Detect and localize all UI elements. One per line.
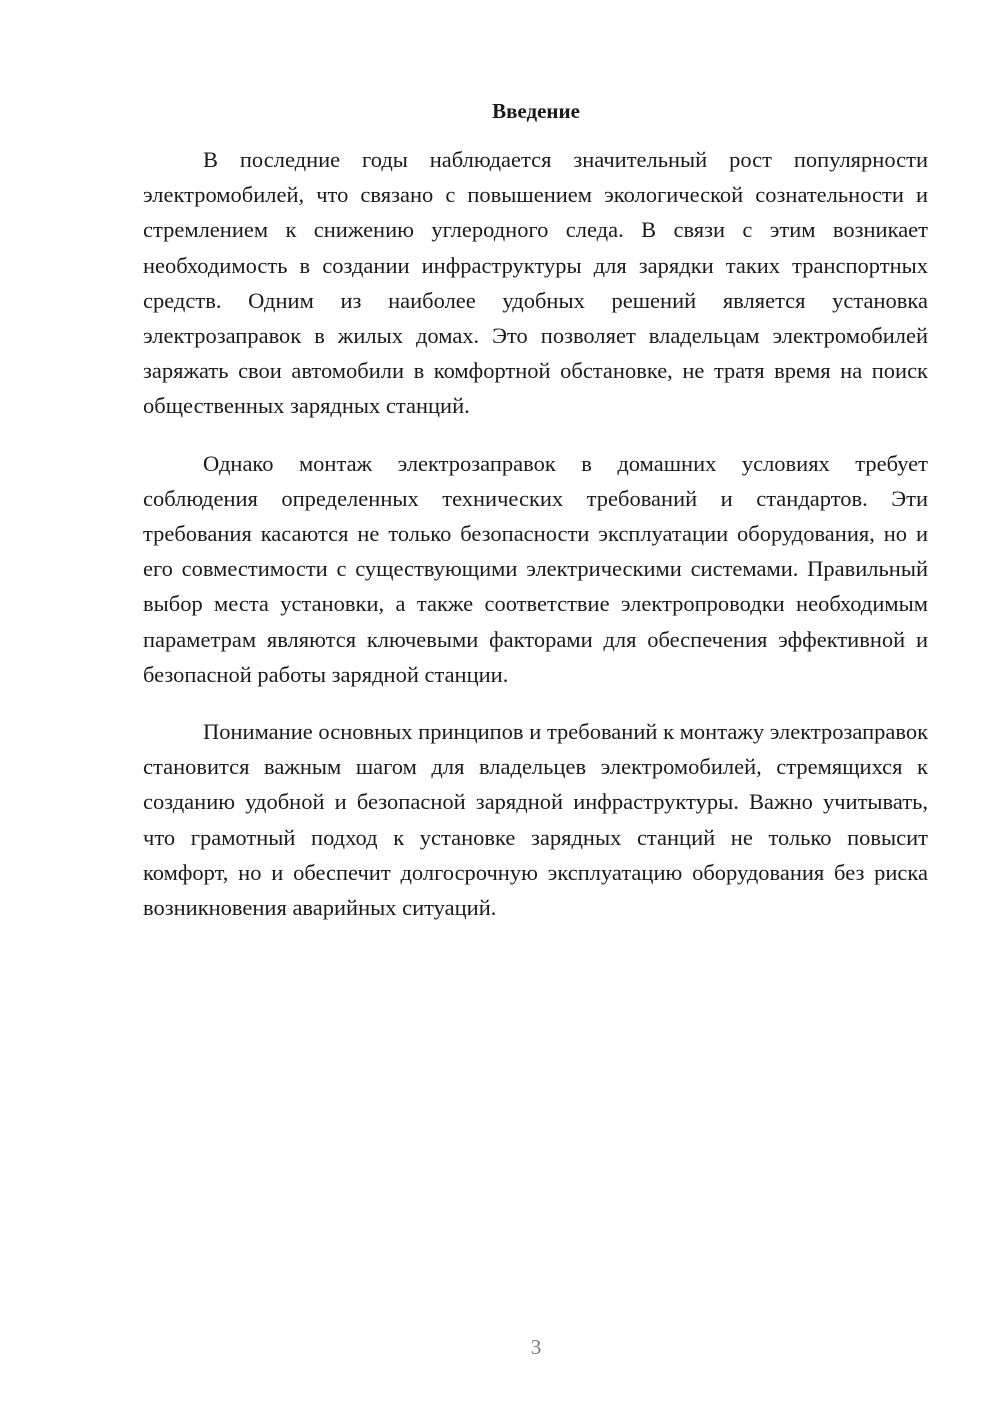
- body-text: [143, 142, 928, 947]
- paragraph: Однако монтаж электрозаправок в домашних условиях требует соблюдения определенных технических требований и стандартов. Эти требования касаются не только безопасности эксплуатации оборудования, но и его совместимости с существующими электрическими системами. Правильный выбор места установки, а также соответствие электропроводки необходимым параметрам являются ключевыми факторами для обеспечения эффективной и безопасной работы зарядной станции.: [143, 450, 928, 687]
- paragraph: В последние годы наблюдается значительный рост популярности электромобилей, что связано с повышением экологической сознательности и стремлением к снижению углеродного следа. В связи с этим возникает необходимость в создании инфраструктуры для зарядки таких транспортных средств. Одним из наиболее удобных решений является установка электрозаправок в жилых домах. Это позволяет владельцам электромобилей заряжать свои автомобили в комфортной обстановке, не тратя время на поиск общественных зарядных станций.: [143, 147, 928, 419]
- paragraph: Понимание основных принципов и требований к монтажу электрозаправок становится важным шагом для владельцев электромобилей, стремящихся к созданию удобной и безопасной зарядной инфраструктуры. Важно учитывать, что грамотный подход к установке зарядных станций не только повысит комфорт, но и обеспечит долгосрочную эксплуатацию оборудования без риска возникновения аварийных ситуаций.: [143, 719, 928, 921]
- section-heading: Введение: [492, 99, 580, 123]
- page-number: 3: [530, 1335, 542, 1359]
